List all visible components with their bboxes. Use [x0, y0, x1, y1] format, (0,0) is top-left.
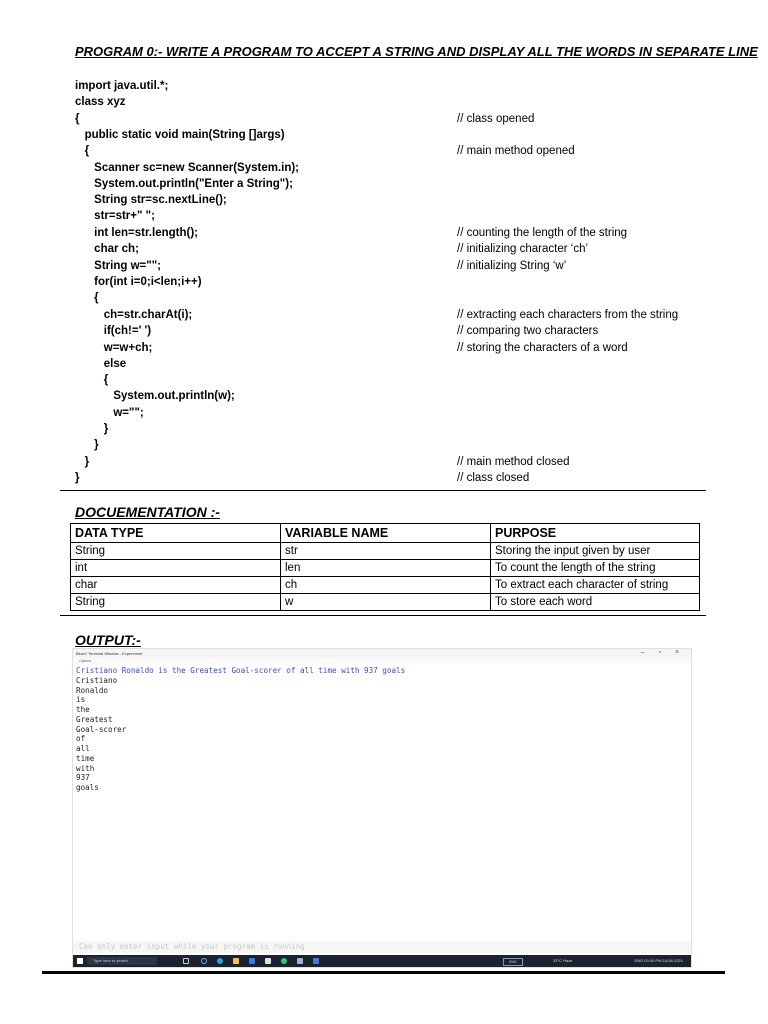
status-text: Can only enter input while your program is running — [79, 942, 305, 951]
table-cell: str — [281, 543, 491, 560]
output-line: of — [76, 734, 86, 744]
code-line: { — [75, 113, 80, 125]
mail-icon[interactable] — [249, 958, 255, 964]
code-comment: // main method opened — [457, 145, 575, 157]
taskbar-search-input[interactable]: Type here to search — [87, 957, 157, 965]
column-header: DATA TYPE — [71, 524, 281, 543]
output-line: with — [76, 763, 95, 773]
output-line: 937 — [76, 773, 90, 783]
section-divider — [60, 490, 706, 491]
table-cell: To count the length of the string — [491, 560, 700, 577]
code-line: if(ch!=' ') — [75, 325, 152, 337]
code-line: { — [75, 374, 109, 386]
code-line: } — [75, 456, 90, 468]
terminal-status-bar — [73, 941, 691, 953]
code-line: w=""; — [75, 407, 144, 419]
code-line: public static void main(String []args) — [75, 129, 285, 141]
table-row — [71, 594, 700, 611]
code-line: String w=""; — [75, 260, 161, 272]
output-line: Goal-scorer — [76, 724, 127, 734]
table-cell: String — [71, 543, 281, 560]
terminal-title: BlueJ: Terminal Window - Experiment — [76, 651, 143, 656]
code-line: char ch; — [75, 243, 139, 255]
terminal-titlebar — [73, 649, 691, 658]
code-line: String str=sc.nextLine(); — [75, 194, 227, 206]
code-line: System.out.println(w); — [75, 390, 235, 402]
table-cell: int — [71, 560, 281, 577]
column-header: VARIABLE NAME — [281, 524, 491, 543]
menu-options[interactable]: Options — [79, 659, 92, 663]
folder-icon[interactable] — [233, 958, 239, 964]
code-line: { — [75, 292, 99, 304]
terminal-menubar — [73, 658, 691, 664]
code-comment: // storing the characters of a word — [457, 342, 628, 354]
code-line: class xyz — [75, 96, 126, 108]
code-line: str=str+" "; — [75, 210, 155, 222]
taskbar-badge: ENG — [503, 958, 523, 966]
output-line: Greatest — [76, 714, 113, 724]
code-line: } — [75, 423, 109, 435]
table-cell: To extract each character of string — [491, 577, 700, 594]
page-title: PROGRAM 0:- WRITE A PROGRAM TO ACCEPT A STRING AND DISPLAY ALL THE WORDS IN SEPARATE LINE — [75, 44, 758, 59]
table-cell: To store each word — [491, 594, 700, 611]
code-comment: // class closed — [457, 472, 530, 484]
whatsapp-icon[interactable] — [281, 958, 287, 964]
window-controls[interactable]: – ▫ × — [640, 649, 685, 656]
documentation-table — [70, 523, 700, 611]
weather-widget[interactable]: 33°C Haze — [553, 958, 573, 963]
column-header: PURPOSE — [491, 524, 700, 543]
code-line: w=w+ch; — [75, 342, 153, 354]
code-line: } — [75, 472, 80, 484]
code-line: Scanner sc=new Scanner(System.in); — [75, 162, 300, 174]
java-icon[interactable] — [297, 958, 303, 964]
terminal-input-line: Cristiano Ronaldo is the Greatest Goal-scorer of all time with 937 goals — [76, 666, 406, 675]
code-line: int len=str.length(); — [75, 227, 198, 239]
code-line: for(int i=0;i<len;i++) — [75, 276, 202, 288]
task-view-icon[interactable] — [183, 958, 189, 964]
code-comment: // comparing two characters — [457, 325, 599, 337]
code-comment: // counting the length of the string — [457, 227, 628, 239]
code-line: } — [75, 439, 99, 451]
output-line: goals — [76, 783, 99, 792]
table-row — [71, 543, 700, 560]
table-cell: char — [71, 577, 281, 594]
code-line: System.out.println("Enter a String"); — [75, 178, 293, 190]
output-line: time — [76, 753, 95, 763]
table-cell: w — [281, 594, 491, 611]
windows-taskbar — [73, 955, 691, 967]
documentation-heading: DOCUEMENTATION :- — [75, 504, 220, 520]
code-line: { — [75, 145, 90, 157]
output-line: all — [76, 744, 90, 753]
terminal-window — [72, 648, 692, 968]
output-line: Cristiano — [76, 675, 118, 685]
table-cell: String — [71, 594, 281, 611]
table-header-row — [71, 524, 700, 543]
code-line: import java.util.*; — [75, 80, 169, 92]
code-comment: // initializing character ‘ch’ — [457, 243, 589, 255]
system-tray[interactable]: ENG 03:40 PM 16-06-2021 — [634, 958, 683, 963]
output-heading: OUTPUT:- — [75, 632, 141, 648]
code-line: ch=str.charAt(i); — [75, 309, 193, 321]
output-line: the — [76, 705, 90, 714]
section-divider — [60, 615, 706, 616]
code-comment: // extracting each characters from the string — [457, 309, 679, 321]
table-cell: len — [281, 560, 491, 577]
cortana-icon[interactable] — [201, 958, 207, 964]
output-line: Ronaldo — [76, 685, 109, 695]
table-row — [71, 577, 700, 594]
code-comment: // initializing String ‘w’ — [457, 260, 567, 272]
table-cell: Storing the input given by user — [491, 543, 700, 560]
page-bottom-rule — [42, 971, 725, 974]
store-icon[interactable] — [265, 958, 271, 964]
code-comment: // main method closed — [457, 456, 570, 468]
table-row — [71, 560, 700, 577]
output-line: is — [76, 695, 86, 705]
terminal-output — [76, 666, 686, 936]
table-cell: ch — [281, 577, 491, 594]
bluej-icon[interactable] — [313, 958, 319, 964]
code-comment: // class opened — [457, 113, 535, 125]
edge-icon[interactable] — [217, 958, 223, 964]
windows-start-icon[interactable] — [77, 958, 83, 964]
code-line: else — [75, 358, 127, 370]
